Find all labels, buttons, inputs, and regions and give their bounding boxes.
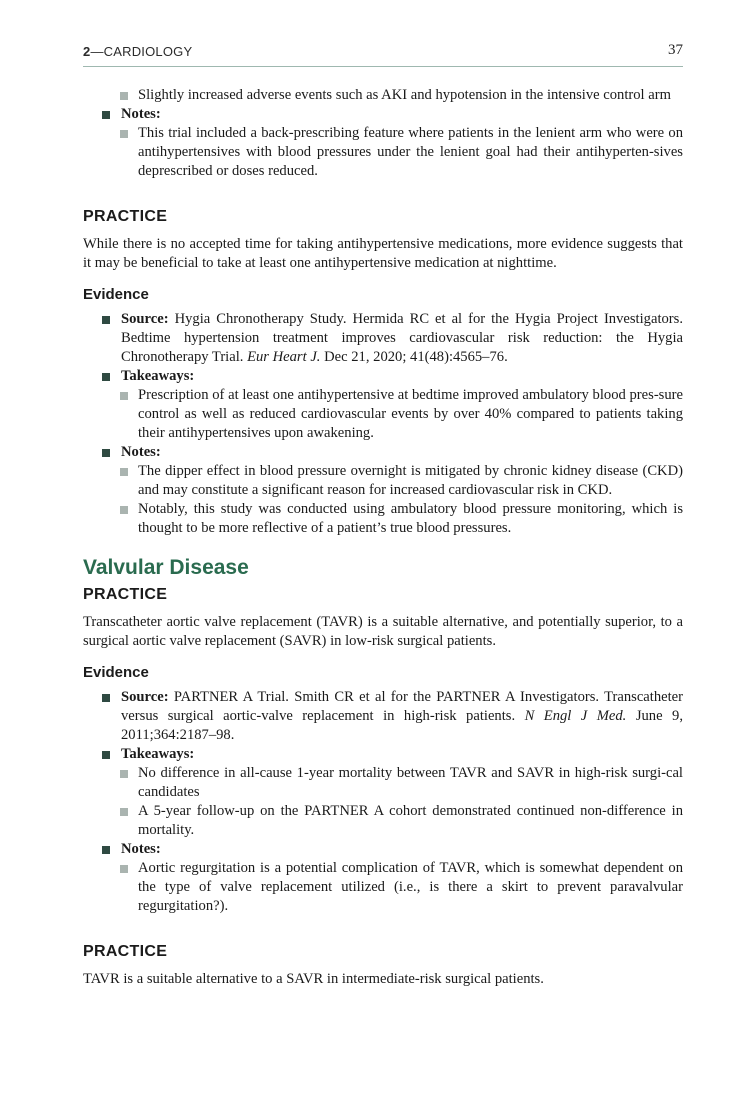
chapter-separator: — — [90, 44, 104, 59]
square-bullet-icon — [102, 316, 110, 324]
source-label: Source: — [121, 689, 169, 705]
square-bullet-icon — [102, 694, 110, 702]
list-item — [121, 386, 683, 443]
list-item — [121, 859, 683, 916]
page-content — [83, 86, 683, 989]
takeaway-text: No difference in all-cause 1-year mortality between TAVR and SAVR in high-risk surgi-cal candidates — [138, 765, 683, 800]
notes-list — [83, 105, 683, 181]
notes-sublist — [121, 462, 683, 538]
square-bullet-icon — [120, 865, 128, 873]
list-item — [121, 764, 683, 802]
source-label: Source: — [121, 311, 169, 327]
running-head — [83, 44, 683, 67]
practice-text: Transcatheter aortic valve replacement (TAVR) is a suitable alternative, and potentially superior, to a surgical aortic valve replacement (SAVR) in low-risk surgical patients. — [83, 614, 683, 649]
list-item — [83, 367, 683, 443]
practice-heading: PRACTICE — [83, 943, 168, 960]
list-item — [83, 688, 683, 745]
evidence-list — [83, 688, 683, 916]
square-bullet-icon — [120, 392, 128, 400]
takeaways-label: Takeaways: — [121, 368, 195, 384]
square-bullet-icon — [120, 770, 128, 778]
continued-bullets — [83, 86, 683, 105]
note-text: The dipper effect in blood pressure overnight is mitigated by chronic kidney disease (CKD) and may constitute a significant reason for increased cardiovascular risk in CKD. — [138, 463, 683, 498]
list-item — [83, 745, 683, 840]
list-item — [121, 124, 683, 181]
chapter-label — [83, 44, 192, 59]
chapter-number: 2 — [83, 44, 91, 59]
list-item — [121, 802, 683, 840]
takeaways-sublist — [121, 764, 683, 840]
notes-label: Notes: — [121, 841, 161, 857]
source-journal: Eur Heart J. — [247, 349, 321, 365]
source-text: PARTNER A Trial. Smith CR et al for the PARTNER A Investigators. Transcatheter versus surgical aortic-valve replacement in high-risk patients. — [121, 689, 683, 724]
source-citation: June 9, 2011;364:2187–98. — [121, 708, 683, 743]
square-bullet-icon — [102, 373, 110, 381]
chapter-title: CARDIOLOGY — [103, 44, 193, 59]
page-number: 37 — [668, 42, 683, 58]
source-journal: N Engl J Med. — [524, 708, 627, 724]
list-item — [121, 500, 683, 538]
takeaways-sublist — [121, 386, 683, 443]
square-bullet-icon — [120, 506, 128, 514]
evidence-heading: Evidence — [83, 664, 149, 681]
section-title: Valvular Disease — [83, 556, 249, 579]
evidence-list — [83, 310, 683, 538]
square-bullet-icon — [120, 468, 128, 476]
notes-sublist — [121, 859, 683, 916]
notes-sublist — [121, 124, 683, 181]
takeaways-label: Takeaways: — [121, 746, 195, 762]
square-bullet-icon — [102, 846, 110, 854]
practice-heading: PRACTICE — [83, 586, 168, 603]
note-text: Notably, this study was conducted using ambulatory blood pressure monitoring, which is thought to be more reflective of a patient’s true blood pressures. — [138, 501, 683, 536]
notes-label: Notes: — [121, 444, 161, 460]
bullet-text: Slightly increased adverse events such as AKI and hypotension in the intensive control arm — [138, 87, 671, 103]
square-bullet-icon — [120, 808, 128, 816]
list-item — [83, 105, 683, 181]
takeaway-text: A 5-year follow-up on the PARTNER A cohort demonstrated continued non-difference in mortality. — [138, 803, 683, 838]
source-citation: Dec 21, 2020; 41(48):4565–76. — [324, 349, 508, 365]
practice-heading: PRACTICE — [83, 208, 168, 225]
list-item — [83, 310, 683, 367]
list-item — [83, 840, 683, 916]
list-item — [83, 86, 683, 105]
square-bullet-icon — [120, 92, 128, 100]
notes-label: Notes: — [121, 106, 161, 122]
source-text: Hygia Chronotherapy Study. Hermida RC et al for the Hygia Project Investigators. Bedtime hypertension treatment improves cardiovascular risk reduction: the Hygia Chronotherapy Trial. — [121, 311, 683, 365]
practice-text: While there is no accepted time for taking antihypertensive medications, more evidence suggests that it may be beneficial to take at least one antihypertensive medication at nighttime. — [83, 236, 683, 271]
square-bullet-icon — [102, 751, 110, 759]
takeaway-text: Prescription of at least one antihypertensive at bedtime improved ambulatory blood pres-sure control as well as reduced cardiovascular events by over 40% compared to patients taking their antihypertensives upon awakening. — [138, 387, 683, 441]
square-bullet-icon — [102, 111, 110, 119]
evidence-heading: Evidence — [83, 286, 149, 303]
list-item — [121, 462, 683, 500]
square-bullet-icon — [102, 449, 110, 457]
square-bullet-icon — [120, 130, 128, 138]
practice-text: TAVR is a suitable alternative to a SAVR in intermediate-risk surgical patients. — [83, 971, 544, 987]
list-item — [83, 443, 683, 538]
note-text: This trial included a back-prescribing feature where patients in the lenient arm who were on antihypertensives with blood pressures under the lenient goal had their antihyperten-sives deprescribed or doses reduced. — [138, 125, 683, 179]
note-text: Aortic regurgitation is a potential complication of TAVR, which is somewhat dependent on the type of valve replacement utilized (i.e., is there a skirt to prevent paravalvular regurgitation?). — [138, 860, 683, 914]
